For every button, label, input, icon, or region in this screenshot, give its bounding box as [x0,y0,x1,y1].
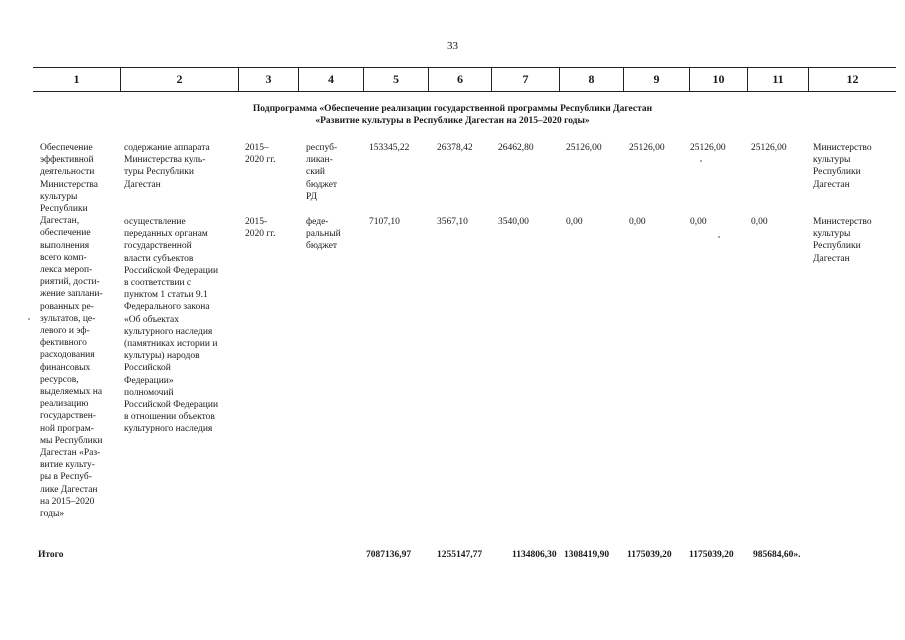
column-header-12: 12 [808,68,896,91]
column-header-5: 5 [363,68,428,91]
activity-text-line: Российской [124,363,171,374]
activity-text-line: «Об объектах [124,314,180,325]
cell-2015: 26378,42 [437,143,473,153]
activity-text-line: власти субъектов [124,253,194,264]
column-header-1: 1 [73,72,80,86]
goal-text-line: ресурсов, [40,374,79,385]
activity-text-line: переданных органам [124,229,208,240]
subtitle-line-1: Подпрограмма «Обеспечение реализации государственной программы Республики Дагестан [252,104,653,114]
cell-2016: 3540,00 [498,217,529,227]
column-header-row [33,67,896,92]
goal-text-line: Дагестан, [40,216,80,227]
totals-col9: 1175039,20 [627,550,672,560]
column-header-4: 4 [298,68,363,91]
goal-text-line: финансовых [40,362,91,373]
cell-2017: 0,00 [566,217,583,227]
column-header-7: 7 [491,68,559,91]
funding-source-line: ральный [306,229,341,240]
goal-text-line: Министерства [40,179,98,190]
goal-text-line: культуры [40,191,78,202]
column-header-10: 10 [689,68,747,91]
goal-text-line: государствен- [40,411,96,422]
activity-text [124,142,210,191]
activity-text-line: Федерации» [124,375,174,386]
funding-source-line: ский [306,167,325,178]
activity-text-line: Российской Федерации [124,400,219,411]
cell-2018: 25126,00 [629,143,665,153]
goal-text-line: ной програм- [40,423,94,434]
cell-2019: 25126,00 [690,143,726,153]
goal-text-line: годы» [40,509,65,520]
activity-text-line: (памятниках истории и [124,339,218,350]
period-text [245,216,275,240]
subtitle-line-2: «Развитие культуры в Республике Дагестан на 2015–2020 годы» [315,116,590,126]
goal-text-line: обеспечение [40,228,91,239]
executor-text-line: Министерство [813,143,872,153]
cell-2017: 25126,00 [566,143,602,153]
goal-text-line: Республики [40,204,88,215]
executor-text [813,142,872,191]
funding-source-line: респуб- [306,143,338,153]
goal-text-line: лекса мероп- [40,265,93,276]
goal-text-line: реализацию [40,399,89,410]
period-text-line: 2020 гг. [245,229,276,240]
totals-col5: 7087136,97 [366,550,412,560]
goal-text-line: мы Республики [40,435,103,446]
column-header-2: 2 [120,68,238,91]
funding-source [306,216,341,253]
executor-text-line: Республики [813,241,861,252]
totals-col10: 1175039,20 [689,550,734,560]
activity-text-line: культуры) народов [124,351,200,362]
cell-2019: 0,00 [690,217,707,227]
column-header-9: 9 [623,68,689,91]
cell-2020: 25126,00 [751,143,787,153]
activity-text-line: в отношении объектов [124,412,215,423]
goal-text-line: выделяемых на [40,387,103,398]
period-text [245,142,275,166]
goal-text-line: выполнения [40,240,90,251]
goal-text-line: риятий, дости- [40,277,100,288]
column-header-8: 8 [559,68,623,91]
executor-text-line: Республики [813,167,861,178]
activity-text-line: пунктом 1 статьи 9.1 [124,290,208,301]
goal-text-line: деятельности [40,167,95,178]
totals-col11: 985684,60». [753,550,801,560]
totals-col8: 1308419,90 [564,550,610,560]
activity-text-line: содержание аппарата [124,143,210,153]
goal-text-line: рованных ре- [40,301,94,312]
activity-text-line: туры Республики [124,167,194,178]
cell-2015: 3567,10 [437,217,468,227]
column-header-6: 6 [428,68,491,91]
executor-text [813,216,872,265]
totals-label: Итого [38,550,64,560]
activity-text-line: в соответствии с [124,278,192,289]
activity-text-line: Дагестан [124,179,161,190]
period-text-line: 2020 гг. [245,155,276,166]
goal-text-line: зультатов, це- [40,313,96,324]
scan-speck [28,318,30,320]
executor-text-line: культуры [813,155,851,166]
goal-text [40,142,103,520]
column-header-3: 3 [238,68,298,91]
totals-col7: 1134806,30 [512,550,557,560]
cell-2018: 0,00 [629,217,646,227]
totals-col6: 1255147,77 [437,550,483,560]
goal-text-line: эффективной [40,155,94,166]
cell-total: 7107,10 [369,217,400,227]
funding-source-line: бюджет [306,241,338,252]
period-text-line: 2015– [245,143,269,153]
funding-source-line: феде- [306,217,329,227]
activity-text-line: Федерального закона [124,302,210,313]
activity-text-line: государственной [124,241,192,252]
goal-text-line: на 2015–2020 [40,496,95,507]
activity-text-line: полномочий [124,387,174,398]
executor-text-line: Дагестан [813,179,850,190]
executor-text-line: Дагестан [813,253,850,264]
goal-text-line: Дагестан «Раз- [40,448,101,459]
goal-text-line: жение заплани- [40,289,103,300]
funding-source-line: ликан- [306,155,333,166]
activity-text-line: культурного наследия [124,424,213,435]
funding-source-line: РД [306,191,318,202]
executor-text-line: Министерство [813,217,872,227]
activity-text-line: осуществление [124,217,186,227]
cell-total: 153345,22 [369,143,410,153]
funding-source-line: бюджет [306,179,338,190]
activity-text-line: Министерства куль- [124,155,206,166]
executor-text-line: культуры [813,229,851,240]
goal-text-line: фективного [40,338,87,349]
activity-text-line: культурного наследия [124,326,213,337]
cell-2016: 26462,80 [498,143,534,153]
page-number: 33 [447,40,458,52]
column-header-11: 11 [747,68,808,91]
goal-text-line: лике Дагестан [40,484,98,495]
subprogram-title [0,103,905,127]
goal-text-line: витие культу- [40,460,95,471]
activity-text [124,216,218,436]
goal-text-line: левого и эф- [40,326,90,337]
funding-source [306,142,337,203]
scan-speck [700,160,702,162]
activity-text-line: Российской Федерации [124,265,219,276]
goal-text-line: всего комп- [40,252,87,263]
cell-2020: 0,00 [751,217,768,227]
scan-speck [718,236,720,238]
goal-text-line: Обеспечение [40,143,93,153]
goal-text-line: расходования [40,350,95,361]
period-text-line: 2015- [245,217,268,227]
goal-text-line: ры в Респуб- [40,472,92,483]
